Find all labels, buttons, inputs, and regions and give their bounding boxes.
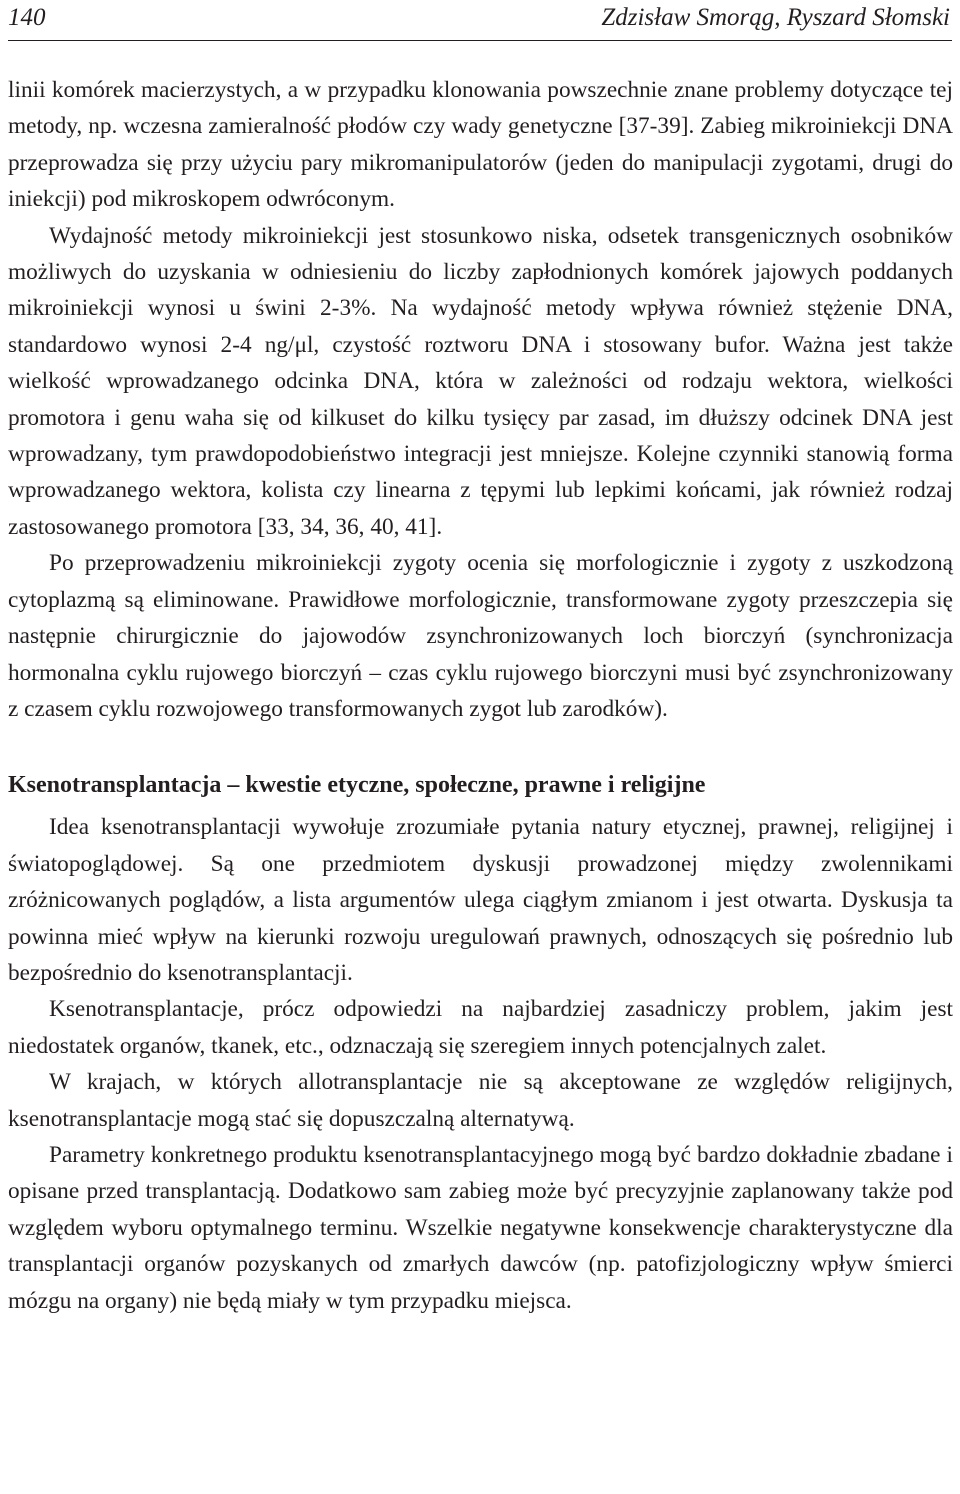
paragraph-ethics-idea: Idea ksenotransplantacji wywołuje zrozumiałe pytania natury etycznej, prawnej, religijnej i światopoglądowej. Są one przedmiotem dyskusji prowadzonej między zwolennikami zróżnicowanych poglądów, a lista argumentów ulega ciągłym zmianom i jest otwarta. Dyskusja ta powinna mieć wpływ na kierunki rozwoju uregulowań prawnych, odnoszących się pośrednio lub bezpośrednio do ksenotransplantacji. [8,814,953,986]
section-heading: Ksenotransplantacja – kwestie etyczne, społeczne, prawne i religijne [8,772,706,799]
running-header [8,0,952,41]
running-head-authors: Zdzisław Smorąg, Ryszard Słomski [601,4,950,31]
paragraph-zygote-transfer: Po przeprowadzeniu mikroiniekcji zygoty ocenia się morfologicznie i zygoty z uszkodzoną cytoplazmą są eliminowane. Prawidłowe morfologicznie, transformowane zygoty przeszczepia się następnie chirurgicznie do jajowodów zsynchronizowanych loch biorczyń (synchronizacja hormonalna cyklu rujowego biorczyń – czas cyklu rujowego biorczyni musi być zsynchronizowany z czasem cyklu rozwojowego transformowanych zygot lub zarodków). [8,550,953,722]
page-number: 140 [8,4,46,31]
paragraph-advantages: Ksenotransplantacje, prócz odpowiedzi na najbardziej zasadniczy problem, jakim jest niedostatek organów, tkanek, etc., odznaczają się szeregiem innych potencjalnych zalet. [8,996,953,1059]
page-body [8,72,953,1319]
paragraph-religion: W krajach, w których allotransplantacje nie są akceptowane ze względów religijnych, ksenotransplantacje mogą stać się dopuszczalną alternatywą. [8,1069,953,1132]
paragraph-continuation: linii komórek macierzystych, a w przypadku klonowania powszechnie znane problemy dotyczące tej metody, np. wczesna zamieralność płodów czy wady genetyczne [37-39]. Zabieg mikroiniekcji DNA przeprowadza się przy użyciu pary mikromanipulatorów (jeden do manipulacji zygotami, drugi do iniekcji) pod mikroskopem odwróconym. [8,77,953,213]
paragraph-parameters: Parametry konkretnego produktu ksenotransplantacyjnego mogą być bardzo dokładnie zbadane i opisane przed transplantacją. Dodatkowo sam zabieg może być precyzyjnie zaplanowany także pod względem wyboru optymalnego terminu. Wszelkie negatywne konsekwencje charakterystyczne dla transplantacji organów pozyskanych od zmarłych dawców (np. patofizjologiczny wpływ śmierci mózgu na organy) nie będą miały w tym przypadku miejsca. [8,1141,953,1314]
paragraph-microinjection-efficiency: Wydajność metody mikroiniekcji jest stosunkowo niska, odsetek transgenicznych osobników możliwych do uzyskania w odniesieniu do liczby zapłodnionych komórek jajowych poddanych mikroiniekcji wynosi u świni 2-3%. Na wydajność metody wpływa również stężenie DNA, standardowo wynosi 2-4 ng/μl, czystość roztworu DNA i stosowany bufor. Ważna jest także wielkość wprowadzanego odcinka DNA, która w zależności od rodzaju wektora, wielkości promotora i genu waha się od kilkuset do kilku tysięcy par zasad, im dłuższy odcinek DNA jest wprowadzany, tym prawdopodobieństwo integracji jest mniejsze. Kolejne czynniki stanowią forma wprowadzanego wektora, kolista czy linearna z tępymi lub lepkimi końcami, jak również rodzaj zastosowanego promotora [33, 34, 36, 40, 41]. [8,222,953,540]
